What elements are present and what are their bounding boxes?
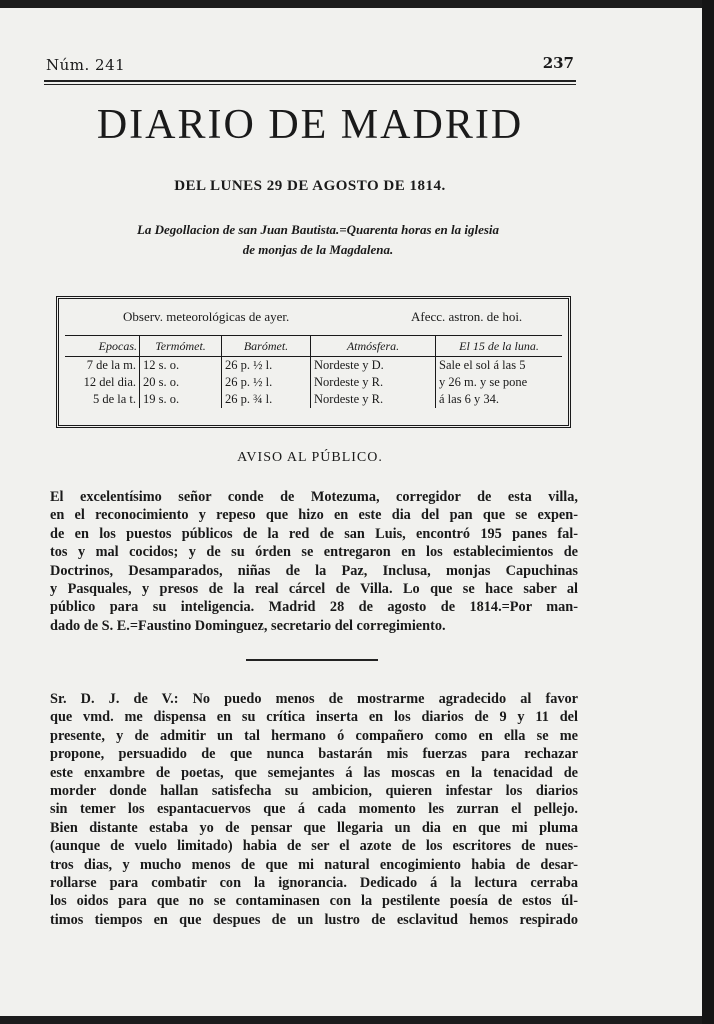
weather-atmos: Nordeste y R. (311, 374, 436, 391)
weather-baro: 26 p. ½ l. (222, 357, 311, 375)
weather-thermo: 12 s. o. (140, 357, 222, 375)
observations-label: Observ. meteorológicas de ayer. (123, 309, 290, 324)
weather-astro: á las 6 y 34. (439, 392, 500, 406)
column-header-termometro: Termómet. (140, 336, 222, 357)
text-line: rollarse para combatir con la ignorancia. Dedicado á la lectura cerraba (50, 874, 578, 891)
text-line: Doctrinos, Desamparados, niñas de la Paz, Inclusa, monjas Capuchinas (50, 562, 578, 579)
scan-edge (702, 0, 714, 1024)
text-line: Bien distante estaba yo de pensar que llegaria un dia en que mi pluma (50, 819, 578, 836)
text-line: de en los puestos públicos de la red de san Luis, encontró 195 panes fal- (50, 525, 578, 542)
text-line: en el reconocimiento y repeso que hizo en este dia del pan que se expen- (50, 507, 578, 524)
weather-epoch: 12 del dia. (65, 374, 140, 391)
weather-row (65, 357, 562, 375)
text-line: tos y mal cocidos; y de su órden se entregaron en los establecimientos de (50, 544, 578, 561)
text-line: El excelentísimo señor conde de Motezuma, corregidor de esta villa, (50, 489, 578, 505)
header-rule (44, 80, 576, 85)
weather-epoch: 7 de la m. (65, 357, 140, 375)
weather-table-box (56, 296, 571, 428)
text-line: dado de S. E.=Faustino Dominguez, secretario del corregimiento. (50, 617, 446, 634)
text-line: propone, persuadido de que nunca bastarán mis fuerzas para rechazar (50, 746, 578, 763)
weather-baro: 26 p. ½ l. (222, 374, 311, 391)
text-line: (aunque de vuelo limitado) habia de ser el azote de los escritores de nues- (50, 838, 578, 855)
issue-number: Núm. 241 (46, 56, 126, 74)
page-number: 237 (542, 54, 574, 72)
text-line: y Pasquales, y presos de la real cárcel de Villa. Lo que se hace saber al (50, 580, 578, 597)
weather-row (65, 374, 562, 391)
weather-table (65, 336, 562, 408)
saint-notice (70, 220, 566, 260)
weather-thermo: 19 s. o. (140, 391, 222, 408)
weather-column-headers (65, 336, 562, 357)
weather-atmos: Nordeste y D. (311, 357, 436, 375)
text-line: sin temer los espantacuervos que á cada momento les zurran el pellejo. (50, 801, 578, 818)
aviso-heading: AVISO AL PÚBLICO. (237, 450, 383, 465)
letter-paragraph (50, 690, 578, 929)
column-header-epocas: Epocas. (65, 336, 140, 357)
weather-thermo: 20 s. o. (140, 374, 222, 391)
text-line: Sr. D. J. de V.: No puedo menos de mostrarme agradecido al favor (50, 691, 578, 707)
weather-astro: Sale el sol á las 5 (439, 358, 526, 372)
issue-date: DEL LUNES 29 DE AGOSTO DE 1814. (174, 178, 446, 194)
weather-astro: y 26 m. y se pone (439, 375, 528, 389)
saint-notice-line: de monjas de la Magdalena. (242, 242, 394, 257)
weather-grid (65, 335, 562, 413)
text-line: tros dias, y mucho menos de que mi natural encogimiento habia de desar- (50, 856, 578, 873)
newspaper-page (0, 8, 702, 1016)
weather-header (59, 309, 568, 329)
text-line: público para su inteligencia. Madrid 28 de agosto de 1814.=Por man- (50, 599, 578, 616)
weather-row (65, 391, 562, 408)
section-divider (246, 659, 378, 661)
text-line: este enxambre de poetas, que semejantes á las moscas en la tenacidad de (50, 764, 578, 781)
text-line: que vmd. me dispensa en su crítica inserta en los diarios de 9 y 11 del (50, 709, 578, 726)
column-header-luna: El 15 de la luna. (436, 336, 563, 357)
weather-epoch: 5 de la t. (65, 391, 140, 408)
weather-atmos: Nordeste y R. (311, 391, 436, 408)
weather-baro: 26 p. ¾ l. (222, 391, 311, 408)
text-line: timos tiempos en que despues de un lustro de esclavitud hemos respirado (50, 911, 578, 928)
text-line: presente, y de admitir un tal hermano ó compañero como en ella se me (50, 727, 578, 744)
column-header-atmosfera: Atmósfera. (311, 336, 436, 357)
saint-notice-line: La Degollacion de san Juan Bautista.=Quarenta horas en la iglesia (136, 222, 500, 237)
text-line: los oidos para que no se contaminasen con la pestilente poesía de estos úl- (50, 893, 578, 910)
masthead-title: DIARIO DE MADRID (96, 102, 524, 148)
astro-label: Afecc. astron. de hoi. (411, 309, 523, 324)
column-header-barometro: Barómet. (222, 336, 311, 357)
aviso-paragraph (50, 488, 578, 635)
text-line: morder donde hallan satisfecha su ambicion, quieren infestar los diarios (50, 782, 578, 799)
